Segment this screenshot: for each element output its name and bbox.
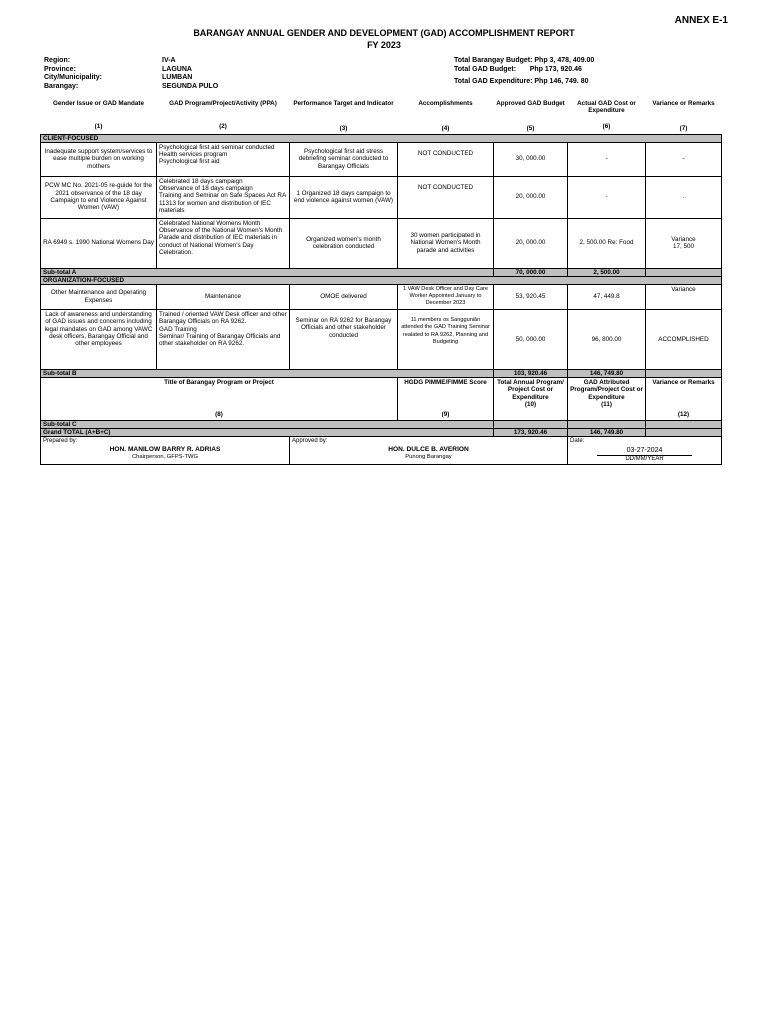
table-row bbox=[41, 284, 722, 309]
total-budget-value: Php 3, 478, 409.00 bbox=[534, 57, 595, 64]
col-header-variance: Variance or Remarks bbox=[652, 378, 715, 386]
ppa-line: Psychological first aid bbox=[159, 158, 220, 166]
subtotal-b-row bbox=[41, 369, 722, 377]
report-title: BARANGAY ANNUAL GENDER AND DEVELOPMENT (GAD) ACCOMPLISHMENT REPORT bbox=[193, 28, 575, 38]
col-header-accomplishments: Accomplishments bbox=[418, 100, 473, 107]
gad-budget-value: Php 173, 920.46 bbox=[529, 65, 582, 73]
approved-budget-cell: 20, 000.00 bbox=[494, 176, 568, 218]
ppa-cell bbox=[157, 176, 290, 218]
subtotal-c-row bbox=[41, 420, 722, 428]
province-value: LAGUNA bbox=[162, 65, 192, 73]
target-cell: 1 Organized 18 days campaign to end violence against women (VAW) bbox=[290, 176, 398, 218]
section-organization-focused bbox=[41, 276, 722, 284]
region-label: Region: bbox=[44, 57, 71, 64]
gender-issue-cell: Lack of awareness and understanding of GAD issues and concerns including legal mandates on GAD among VAWC desk officers, Barangay Official and other employees bbox=[41, 309, 157, 369]
col-number: (8) bbox=[215, 411, 223, 419]
subtotal-label: Sub-total C bbox=[41, 420, 494, 428]
location-values bbox=[162, 57, 218, 91]
col-header-target: Performance Target and Indicator bbox=[293, 100, 394, 107]
actual-cost-cell: - bbox=[568, 176, 646, 218]
barangay-label: Barangay: bbox=[44, 82, 79, 90]
col-number: (12) bbox=[677, 411, 690, 419]
col-number: (7) bbox=[679, 125, 688, 133]
accomplishment-cell: 1 VAW Desk Officer and Day Care Worker Appointed January to December 2023 bbox=[398, 284, 494, 309]
ppa-line: Psychological first aid seminar conducted bbox=[159, 143, 275, 151]
header-number-row bbox=[41, 122, 722, 134]
variance-label: Variance bbox=[671, 235, 696, 243]
header-row bbox=[41, 97, 722, 122]
ppa-line: Trained / oriented VAW Desk officer and other Barangay Officials on RA 9262. bbox=[159, 310, 287, 326]
subtotal-a-row bbox=[41, 268, 722, 276]
city-label: City/Municipality: bbox=[44, 74, 102, 81]
target-cell: Seminar on RA 9262 for Barangay Officials and other stakeholder conducted bbox=[290, 309, 398, 369]
col-number: (4) bbox=[441, 125, 450, 133]
attributed-variance-cell bbox=[646, 377, 722, 420]
signature-row bbox=[41, 436, 722, 464]
target-cell: Organized women's month celebration conducted bbox=[290, 218, 398, 268]
approved-budget-cell: 30, 000.00 bbox=[494, 142, 568, 176]
prepared-by-role: Chairperson, GFPS-TWG bbox=[131, 453, 199, 460]
gad-report-table bbox=[40, 97, 722, 465]
province-label: Province: bbox=[44, 65, 76, 73]
section-client-focused bbox=[41, 134, 722, 142]
approved-by-role: Punong Barangay bbox=[405, 453, 452, 460]
approved-by-cell bbox=[290, 436, 568, 464]
accomplishment-cell: 11 members os Sangguniân attended the GAD Training Seminar realated to RA 9262, Planning and Budgeting bbox=[398, 309, 494, 369]
grand-total-row bbox=[41, 428, 722, 436]
variance-amount: 17, 500 bbox=[672, 243, 694, 250]
approved-budget-cell: 20, 000.00 bbox=[494, 218, 568, 268]
col-header-total-cost: Total Annual Program/ Project Cost or Expenditure bbox=[497, 378, 564, 401]
date-value: 03-27-2024 bbox=[597, 447, 692, 455]
accomplishment-cell: NOT CONDUCTED bbox=[398, 176, 494, 218]
subtotal-actual: 146, 749.80 bbox=[568, 369, 646, 377]
grand-total-label: Grand TOTAL (A+B+C) bbox=[41, 428, 494, 436]
col-number: (5) bbox=[526, 125, 535, 133]
variance-cell: Variance bbox=[646, 284, 722, 309]
date-format: DD/MM/YEAR bbox=[625, 455, 664, 462]
accomplishment-cell: 30 women participated in National Women's Month parade and activities bbox=[398, 218, 494, 268]
subtotal-actual: 2, 500.00 bbox=[568, 268, 646, 276]
table-row bbox=[41, 142, 722, 176]
col-header-actual-cost: Actual GAD Cost or Expenditure bbox=[577, 100, 636, 115]
col-number: (9) bbox=[441, 411, 450, 419]
gender-issue-cell: PCW MC No. 2021-05 re-guide for the 2021 observance of the 18 day Campaign to end Violence Against Women (VAW) bbox=[41, 176, 157, 218]
ppa-line: Observance of the National Women's Month bbox=[159, 226, 283, 234]
variance-cell bbox=[646, 218, 722, 268]
col-header-program-title: Title of Barangay Program or Project bbox=[164, 378, 274, 386]
target-cell: OMOE delivered bbox=[290, 284, 398, 309]
ppa-cell bbox=[157, 309, 290, 369]
section-title: ORGANIZATION-FOCUSED bbox=[41, 276, 722, 284]
barangay-value: SEGUNDA PULO bbox=[162, 82, 219, 90]
subtotal-budget bbox=[494, 420, 568, 428]
variance-cell: - bbox=[646, 142, 722, 176]
section-title: CLIENT-FOCUSED bbox=[41, 134, 722, 142]
actual-cost-cell: 2, 500.00 Re: Food bbox=[568, 218, 646, 268]
subtotal-actual bbox=[568, 420, 646, 428]
col-number: (11) bbox=[601, 400, 612, 408]
col-header-approved-budget: Approved GAD Budget bbox=[496, 100, 565, 107]
variance-cell: ACCOMPLISHED bbox=[646, 309, 722, 369]
col-header-ppa: GAD Program/Project/Activity (PPA) bbox=[169, 100, 277, 107]
grand-total-actual: 146, 749.80 bbox=[568, 428, 646, 436]
prepared-by-name: HON. MANILOW BARRY R. ADRIAS bbox=[109, 446, 221, 454]
prepared-by-label: Prepared by: bbox=[43, 437, 78, 444]
attributed-gad-cost-cell bbox=[568, 377, 646, 420]
ppa-cell bbox=[157, 218, 290, 268]
col-header-variance: Variance or Remarks bbox=[652, 100, 715, 107]
gender-issue-cell: Other Maintenance and Operating Expenses bbox=[41, 284, 157, 309]
accomplishment-cell: NOT CONDUCTED bbox=[398, 142, 494, 176]
col-number: (2) bbox=[219, 123, 227, 130]
subtotal-label: Sub-total A bbox=[41, 268, 494, 276]
gender-issue-cell: Inadequate support system/services to ease multiple burden on working mothers bbox=[41, 142, 157, 176]
fiscal-year: FY 2023 bbox=[367, 40, 401, 50]
budget-block bbox=[454, 57, 594, 87]
gad-expenditure-value: Php 146, 749. 80 bbox=[534, 78, 589, 85]
approved-budget-cell: 50, 000.00 bbox=[494, 309, 568, 369]
target-cell: Psychological first aid stress debriefing seminar conducted to Barangay Officials bbox=[290, 142, 398, 176]
attributed-score-cell bbox=[398, 377, 494, 420]
col-header-gad-attributed-cost: GAD Attributed Program/Project Cost or Expenditure bbox=[570, 378, 643, 401]
region-value: IV-A bbox=[162, 57, 176, 64]
approved-by-name: HON. DULCE B. AVERION bbox=[388, 446, 469, 454]
grand-total-variance bbox=[646, 428, 722, 436]
total-budget-label: Total Barangay Budget: bbox=[454, 57, 533, 64]
table-row bbox=[41, 176, 722, 218]
ppa-line: Seminar/ Training of Barangay Officials and other stakeholder on RA 9262. bbox=[159, 332, 281, 348]
ppa-line: GAD Training bbox=[159, 325, 197, 333]
attributed-title-cell bbox=[41, 377, 398, 420]
ppa-line: Celebrated National Womens Month bbox=[159, 219, 261, 227]
subtotal-variance bbox=[646, 420, 722, 428]
prepared-by-cell bbox=[41, 436, 290, 464]
col-number: (3) bbox=[339, 125, 348, 133]
subtotal-variance bbox=[646, 268, 722, 276]
gender-issue-cell: RA 6949 s. 1990 National Womens Day bbox=[41, 218, 157, 268]
actual-cost-cell: 96, 800.00 bbox=[568, 309, 646, 369]
attributed-header-row bbox=[41, 377, 722, 420]
col-number: (1) bbox=[94, 123, 103, 130]
grand-total-budget: 173, 920.46 bbox=[494, 428, 568, 436]
table-row bbox=[41, 218, 722, 268]
location-labels bbox=[44, 57, 102, 91]
col-number: (10) bbox=[524, 400, 537, 408]
attributed-total-cost-cell bbox=[494, 377, 568, 420]
ppa-cell: Maintenance bbox=[157, 284, 290, 309]
col-header-hgdg-score: HGDG PIMME/FIMME Score bbox=[404, 378, 487, 386]
subtotal-variance bbox=[646, 369, 722, 377]
gad-budget-label: Total GAD Budget: bbox=[454, 65, 517, 73]
actual-cost-cell: - bbox=[568, 142, 646, 176]
ppa-line: Observance of 18 days campaign bbox=[159, 184, 253, 192]
col-number: (6) bbox=[602, 123, 611, 130]
ppa-line: Parade and distribution of IEC materials in conduct of National Women's Day Celebration. bbox=[159, 234, 277, 257]
approved-by-label: Approved by: bbox=[292, 437, 328, 444]
variance-cell: . bbox=[646, 176, 722, 218]
approved-budget-cell: 53, 920.45 bbox=[494, 284, 568, 309]
subtotal-label: Sub-total B bbox=[41, 369, 494, 377]
date-label: Date: bbox=[570, 437, 585, 444]
annex-label: ANNEX E-1 bbox=[674, 15, 728, 26]
col-header-issue: Gender Issue or GAD Mandate bbox=[53, 100, 144, 107]
actual-cost-cell: 47, 449.8 bbox=[568, 284, 646, 309]
city-value: LUMBAN bbox=[162, 74, 193, 81]
subtotal-budget: 70, 000.00 bbox=[494, 268, 568, 276]
gad-expenditure-label: Total GAD Expenditure: bbox=[454, 78, 533, 85]
ppa-line: Training and Seminar on Safe Spaces Act RA 11313 for women and distribution of IEC materials bbox=[159, 192, 286, 215]
table-row bbox=[41, 309, 722, 369]
ppa-line: Celebrated 18 days campaign bbox=[159, 177, 243, 185]
ppa-cell bbox=[157, 142, 290, 176]
date-cell bbox=[568, 436, 722, 464]
ppa-line: Health services program bbox=[159, 150, 228, 158]
subtotal-budget: 103, 920.46 bbox=[494, 369, 568, 377]
